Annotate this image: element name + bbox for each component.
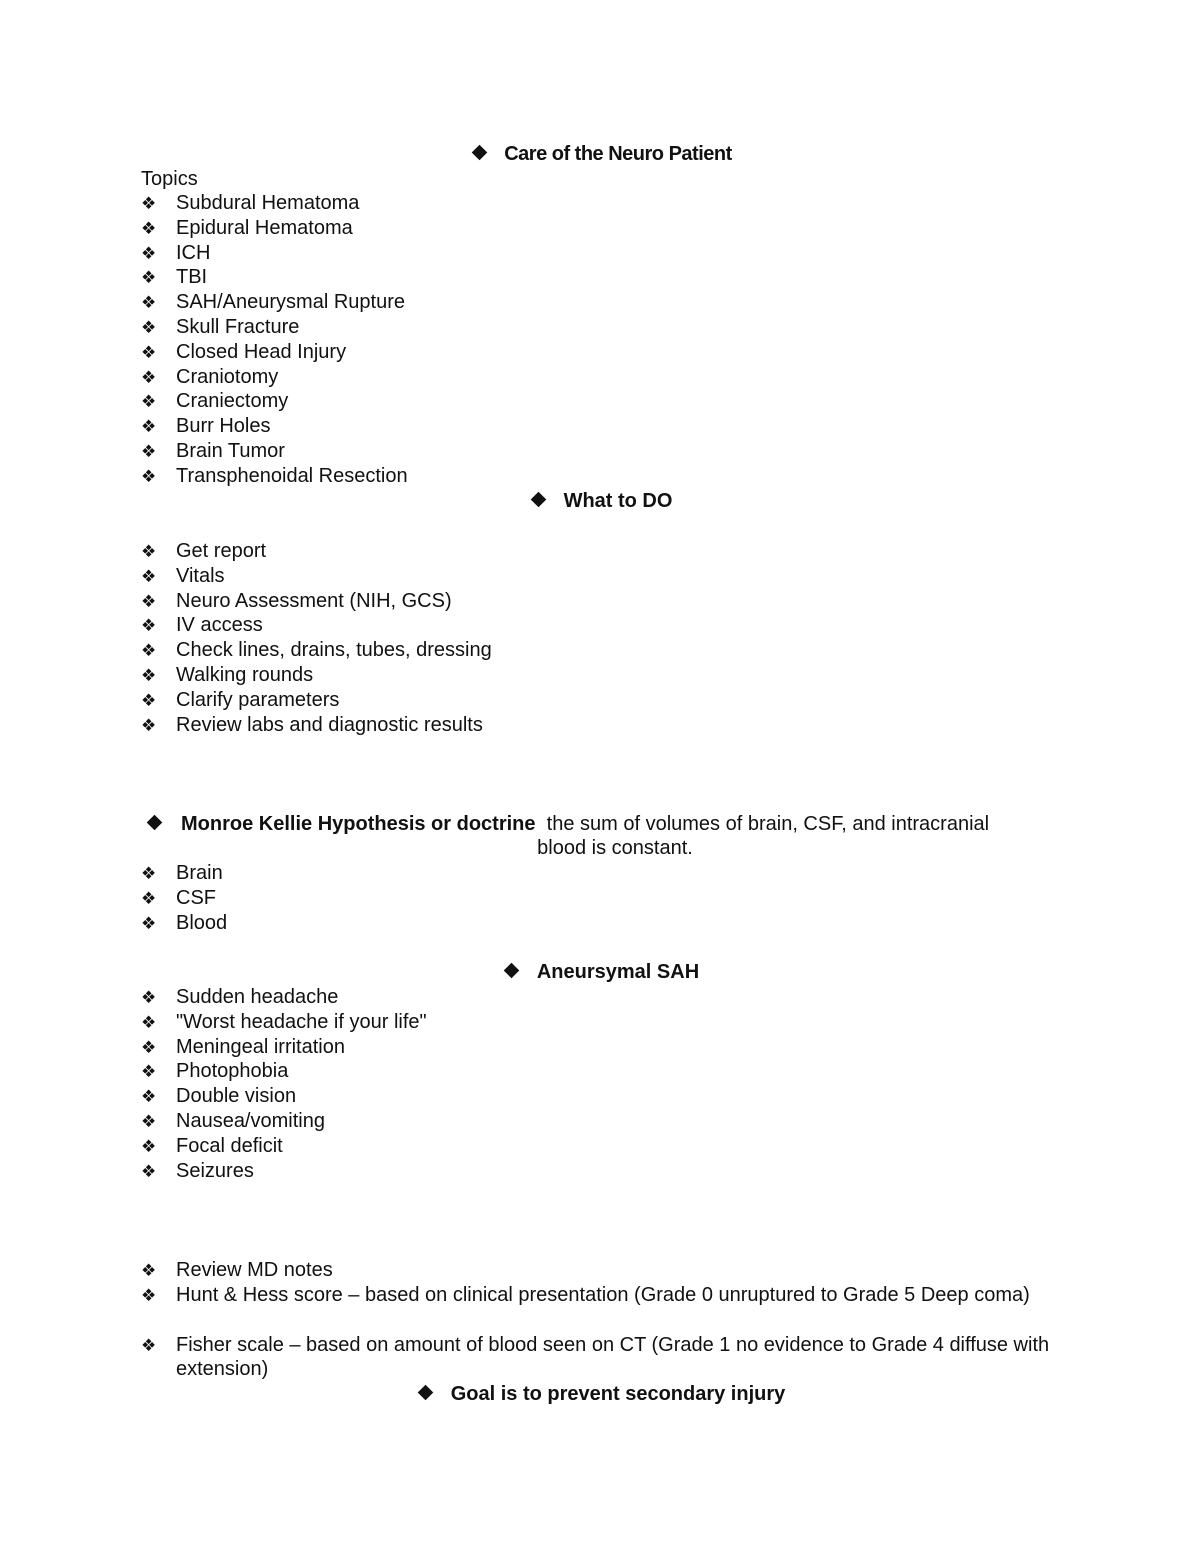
four-star-bullet-icon: ❖ — [141, 1336, 157, 1356]
four-star-bullet-icon: ❖ — [141, 218, 157, 238]
list-item-text: Vitals — [176, 564, 225, 587]
list-item-text: TBI — [176, 266, 208, 289]
diamond-icon — [415, 1382, 437, 1406]
what-to-do-heading-row — [0, 489, 1200, 513]
monroe-kellie-paragraph — [141, 812, 1071, 836]
list-item-text: Photophobia — [176, 1060, 289, 1083]
list-item-text: Burr Holes — [176, 415, 271, 438]
sah-heading-row — [0, 960, 1200, 984]
four-star-bullet-icon: ❖ — [141, 417, 157, 437]
four-star-bullet-icon: ❖ — [141, 1012, 157, 1032]
list-item-text: Walking rounds — [176, 664, 314, 686]
four-star-bullet-icon: ❖ — [141, 566, 157, 586]
list-item-text: Get report — [176, 540, 267, 562]
list-item-text: Blood — [176, 911, 228, 934]
four-star-bullet-icon: ❖ — [141, 1087, 157, 1107]
monroe-kellie-definition-cont: blood is constant. — [537, 837, 693, 859]
monroe-kellie-definition: the sum of volumes of brain, CSF, and intracranial — [546, 813, 990, 835]
goal-heading-row — [0, 1382, 1200, 1406]
four-star-bullet-icon: ❖ — [141, 442, 157, 461]
list-item-text: ICH — [176, 241, 211, 264]
list-item-text: Craniotomy — [176, 365, 279, 388]
four-star-bullet-icon: ❖ — [141, 542, 157, 561]
list-item-text: Check lines, drains, tubes, dressing — [176, 639, 492, 662]
four-star-bullet-icon: ❖ — [141, 243, 157, 263]
list-item-text: Review MD notes — [176, 1259, 333, 1281]
four-star-bullet-icon: ❖ — [141, 392, 157, 412]
list-item-text: Fisher scale – based on amount of blood seen on CT (Grade 1 no evidence to Grade 4 diffuse with extension) — [176, 1334, 1050, 1381]
list-item-text: Hunt & Hess score – based on clinical presentation (Grade 0 unruptured to Grade 5 Deep coma) — [176, 1283, 1030, 1306]
list-item-text: Clarify parameters — [176, 688, 340, 711]
list-item-text: Review labs and diagnostic results — [176, 713, 483, 736]
diamond-icon — [528, 489, 550, 513]
list-item-text: Double vision — [176, 1085, 297, 1108]
list-item-text: Brain Tumor — [176, 440, 285, 462]
list-item-text: Seizures — [176, 1159, 254, 1182]
list-item-text: Nausea/vomiting — [176, 1110, 325, 1132]
list-item-text: Closed Head Injury — [176, 340, 347, 363]
four-star-bullet-icon: ❖ — [141, 293, 157, 313]
list-item-text: Neuro Assessment (NIH, GCS) — [176, 589, 452, 612]
four-star-bullet-icon: ❖ — [141, 913, 157, 933]
four-star-bullet-icon: ❖ — [141, 888, 157, 908]
four-star-bullet-icon: ❖ — [141, 466, 157, 486]
four-star-bullet-icon: ❖ — [141, 194, 157, 213]
four-star-bullet-icon: ❖ — [141, 1285, 157, 1305]
four-star-bullet-icon: ❖ — [141, 1037, 157, 1057]
four-star-bullet-icon: ❖ — [141, 616, 157, 636]
four-star-bullet-icon: ❖ — [141, 715, 157, 735]
page-title-row — [0, 142, 1200, 166]
list-item-text: Brain — [176, 862, 223, 884]
list-item-text: Epidural Hematoma — [176, 216, 353, 239]
diamond-icon — [141, 812, 181, 836]
four-star-bullet-icon: ❖ — [141, 641, 157, 661]
diamond-icon — [468, 142, 490, 166]
four-star-bullet-icon: ❖ — [141, 367, 157, 387]
goal-heading: Goal is to prevent secondary injury — [450, 1383, 786, 1405]
list-item-text: "Worst headache if your life" — [176, 1010, 427, 1033]
four-star-bullet-icon: ❖ — [141, 864, 157, 883]
list-item-text: CSF — [176, 886, 216, 909]
list-item-text: Subdural Hematoma — [176, 192, 360, 214]
four-star-bullet-icon: ❖ — [141, 690, 157, 710]
list-item-text: Skull Fracture — [176, 316, 300, 338]
list-item-text: Transphenoidal Resection — [176, 464, 408, 487]
four-star-bullet-icon: ❖ — [141, 1112, 157, 1131]
four-star-bullet-icon: ❖ — [141, 1161, 157, 1181]
list-item-text: IV access — [176, 614, 263, 637]
four-star-bullet-icon: ❖ — [141, 1136, 157, 1156]
four-star-bullet-icon: ❖ — [141, 1261, 157, 1280]
page-title: Care of the Neuro Patient — [504, 143, 732, 165]
sah-heading: Aneursymal SAH — [536, 961, 700, 983]
list-item-text: Focal deficit — [176, 1134, 283, 1157]
four-star-bullet-icon: ❖ — [141, 318, 157, 337]
monroe-kellie-term: Monroe Kellie Hypothesis or doctrine — [181, 813, 536, 835]
four-star-bullet-icon: ❖ — [141, 1062, 157, 1082]
diamond-icon — [501, 960, 523, 984]
list-item-text: Meningeal irritation — [176, 1035, 345, 1058]
list-item-text: Sudden headache — [176, 986, 339, 1008]
topics-label: Topics — [141, 168, 198, 190]
list-item-text: Craniectomy — [176, 390, 289, 413]
list-item-text: SAH/Aneurysmal Rupture — [176, 291, 405, 314]
four-star-bullet-icon: ❖ — [141, 591, 157, 611]
four-star-bullet-icon: ❖ — [141, 342, 157, 362]
what-to-do-heading: What to DO — [563, 490, 673, 512]
four-star-bullet-icon: ❖ — [141, 988, 157, 1007]
four-star-bullet-icon: ❖ — [141, 666, 157, 685]
four-star-bullet-icon: ❖ — [141, 268, 157, 288]
